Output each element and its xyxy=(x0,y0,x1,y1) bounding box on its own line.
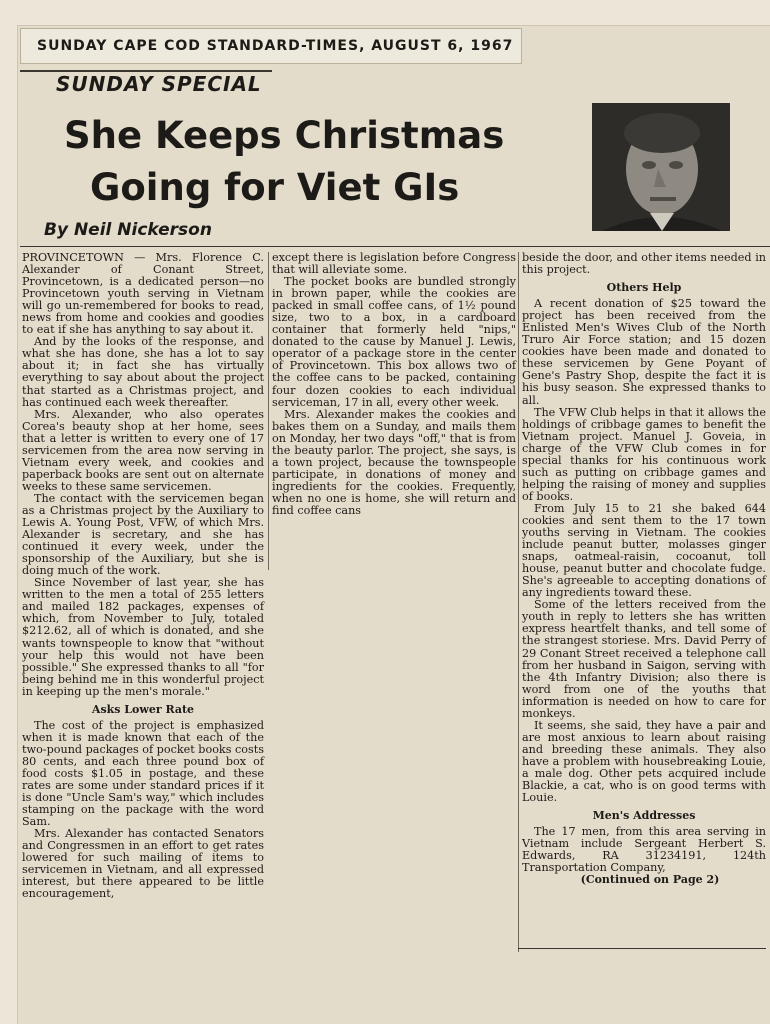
author-photo xyxy=(592,103,730,231)
masthead-text: SUNDAY CAPE COD STANDARD-TIMES, AUGUST 6, 1967 xyxy=(37,38,514,54)
paragraph: Some of the letters received from the youth in reply to letters she has written express heartfelt thanks, and tell some of the strangest storiese. Mrs. David Perry of 29 Conant Street received a telephone call from her husband in Saigon, serving with the 4th Infantry Division; also there is word from one of the youths that information is needed on how to care for monkeys. xyxy=(522,598,766,720)
column-divider xyxy=(268,252,269,570)
subheading: Asks Lower Rate xyxy=(91,702,195,716)
paragraph: From July 15 to 21 she baked 644 cookies and sent them to the 17 town youths serving in Vietnam. The cookies include peanut butter, molasses ginger snaps, oatmeal-raisin, cocoanut, toll house, peanut butter and chocolate fudge. She's agreeable to accepting donations of any ingredients toward these. xyxy=(522,501,766,600)
paragraph: It seems, she said, they have a pair and are most anxious to learn about raising and breeding these animals. They also have a problem with housebreaking Louie, a male dog. Other pets acquired include Blackie, a cat, who is on good terms with Louie. xyxy=(522,718,766,805)
paragraph: The pocket books are bundled strongly in brown paper, while the cookies are packed in small coffee cans, of 1½ pound size, two to a box, in a cardboard container that formerly held "nips," donated to the cause by Manuel J. Lewis, operator of a package store in the center of Provincetown. This box allows two of the coffee cans to be packed, containing four dozen cookies to each individual serviceman, 17 in all, every other week. xyxy=(272,275,516,409)
headline-line-1: She Keeps Christmas xyxy=(64,114,505,157)
subheading: Others Help xyxy=(606,281,682,295)
headline-line-2: Going for Viet GIs xyxy=(90,166,460,209)
paragraph: A recent donation of $25 toward the project has been received from the Enlisted Men's Wives Club of the North Truro Air Force station; and 15 dozen cookies have been made and donated to these servicemen by Gene Poyant of Gene's Pastry Shop, despite the fact it is his busy season. She expressed thanks to all. xyxy=(522,297,766,407)
article-column-2 xyxy=(272,252,516,517)
paragraph: Mrs. Alexander makes the cookies and bakes them on a Sunday, and mails them on Monday, her two days "off," that is from the beauty parlor. The project, she says, is a town project, because the townspeople participate, in donations of money and ingredients for the cookies. Frequently, when no one is home, she will return and find coffee cans xyxy=(272,407,516,517)
masthead xyxy=(20,28,522,64)
paragraph: The 17 men, from this area serving in Vietnam include Sergeant Herbert S. Edwards, RA 31234191, 124th Transportation Company, xyxy=(522,825,766,875)
paragraph: Mrs. Alexander has contacted Senators and Congressmen in an effort to get rates lowered for such mailing of items to servicemen in Vietnam, and all expressed interest, but there appeared to be little encouragement, xyxy=(22,827,264,901)
portrait-image xyxy=(592,103,730,231)
article-column-1 xyxy=(22,252,264,900)
paragraph: Since November of last year, she has written to the men a total of 255 letters and mailed 182 packages, expenses of which, from November to July, totaled $212.62, all of which is donated, and she wants townspeople to know that "without your help this would not have been possible." She expressed thanks to all "for being behind me in this wonderful project in keeping up the men's morale." xyxy=(22,576,264,698)
article-column-3 xyxy=(522,252,766,886)
header-rule xyxy=(20,246,770,247)
paragraph: The cost of the project is emphasized when it is made known that each of the two-pound packages of pocket books costs 80 cents, and each three pound box of food costs $1.05 in postage, and these rates are some under standard prices if it is done "Uncle Sam's way," which includes stamping on the package with the word Sam. xyxy=(22,718,264,829)
column-divider xyxy=(518,252,519,952)
paragraph: beside the door, and other items needed in this project. xyxy=(522,251,766,277)
subheading: Men's Addresses xyxy=(592,809,696,823)
paragraph: PROVINCETOWN — Mrs. Florence C. Alexander of Conant Street, Provincetown, is a dedicated person—no Provincetown youth serving in Vietnam will go un-remembered for books to read, news from home and cookies and goodies to eat if she has anything to say about it. xyxy=(22,251,264,337)
end-rule xyxy=(518,948,766,949)
continued-note: (Continued on Page 2) xyxy=(580,873,720,887)
byline: By Neil Nickerson xyxy=(44,220,212,240)
paragraph: The VFW Club helps in that it allows the holdings of cribbage games to benefit the Vietnam project. Manuel J. Goveia, in charge of the VFW Club comes in for special thanks for his continuous work such as putting on cribbage games and helping the raising of money and supplies of books. xyxy=(522,405,766,503)
paragraph: And by the looks of the response, and what she has done, she has a lot to say about it; in fact she has virtually everything to say about about the project that started as a Christmas project, and has continued each week thereafter. xyxy=(22,335,264,409)
paragraph: The contact with the servicemen began as a Christmas project by the Auxiliary to Lewis A. Young Post, VFW, of which Mrs. Alexander is secretary, and she has continued it every week, under the sponsorship of the Auxiliary, but she is doing much of the work. xyxy=(22,491,264,578)
paragraph: except there is legislation before Congress that will alleviate some. xyxy=(272,251,516,277)
paragraph: Mrs. Alexander, who also operates Corea's beauty shop at her home, sees that a letter is written to every one of 17 servicemen from the area now serving in Vietnam every week, and cookies and paperback books are sent out on alternate weeks to these same servicemen. xyxy=(22,407,264,493)
section-kicker: SUNDAY SPECIAL xyxy=(56,72,262,96)
